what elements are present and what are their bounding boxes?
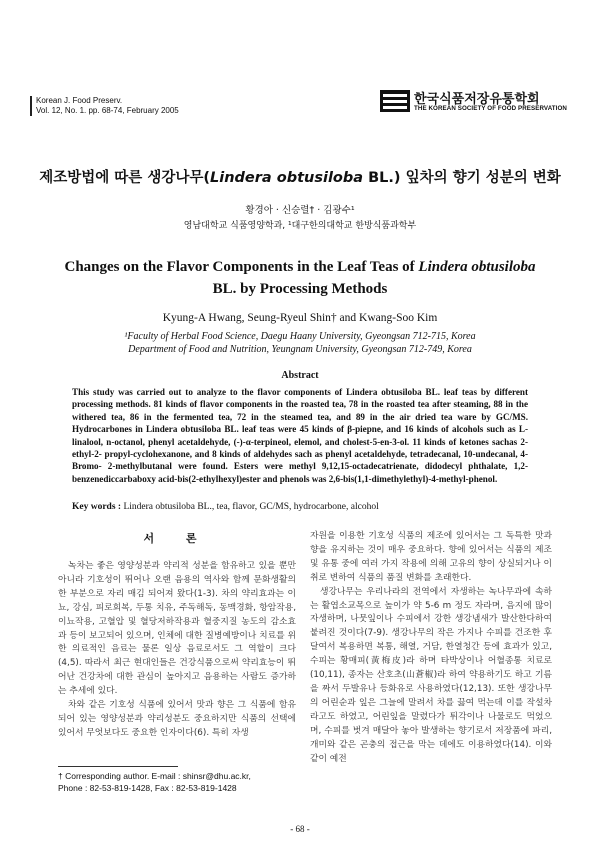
keywords xyxy=(72,502,552,512)
english-title xyxy=(0,256,600,300)
english-title-line2: BL. by Processing Methods xyxy=(212,281,388,297)
abstract-heading: Abstract xyxy=(281,370,319,381)
page-number: - 68 - xyxy=(290,824,310,834)
korean-affiliation: 영남대학교 식품영양학과, ¹대구한의대학교 한방식품과학부 xyxy=(183,221,417,231)
left-paragraph-2: 차와 같은 기호성 식품에 있어서 맛과 향은 그 식품에 함유되어 있는 영양성분과 약리성분도 중요하지만 식품의 선택에 있어서 무엇보다도 중요한 인자이다(6). 특히 자생 xyxy=(58,700,296,738)
affiliation-line-2: Department of Food and Nutrition, Yeungnam University, Gyeongsan 712-749, Korea xyxy=(128,344,472,355)
intro-heading: 서 론 xyxy=(143,532,211,545)
left-column xyxy=(58,560,296,741)
society-name-english: THE KOREAN SOCIETY OF FOOD PRESERVATION xyxy=(414,105,567,112)
journal-volume: Vol. 12, No. 1. pp. 68-74, February 2005 xyxy=(36,106,179,115)
abstract-body: This study was carried out to analyze to the flavor components of Lindera obtusiloba BL. leaf teas by different processing methods. 81 kinds of flavor components in the roasted tea, 78 in the roasted tea after steaming, 88 in the withered tea, 86 in the fermented tea, 72 in the steamed tea, and 89 in the air dried tea ware by GC/MS. Hydrocarbones in Lindera obtusiloba BL. leaf teas were 45 kinds of β-piepne, and 16 kinds of alcohols such as L-linalool, n-octanol, phenyl acetaldehyde, (-)-α-terpineol, elemol, and cholest-5-en-3-ol. 11 kinds of ketones sachas 2-ethyl-2- propyl-cyclohexanone, and 8 kinds of aldehydes sach as phenyl acetaldehyde, tetradecanal, 10-undecanal, 4-Bromo- 2-methylbutanal were found. Esters were methyl 9,12,15-octadecatrienate, didodecyl phthalate, 1,2-benzenediccarbaboxy acid-bis(2-ethylhexyl)ester and phenols was 2,6-bis(1,1-dimethylethyl)-4-methyl-phenol. xyxy=(72,387,528,484)
affiliation-line-1: ¹Faculty of Herbal Food Science, Daegu Haany University, Gyeongsan 712-715, Korea xyxy=(124,331,476,342)
korean-title: 제조방법에 따른 생강나무(Lindera obtusiloba BL.) 잎차의 향기 성분의 변화 xyxy=(39,170,561,186)
left-paragraph-1: 녹차는 좋은 영양성분과 약리적 성분을 함유하고 있을 뿐만 아니라 기호성이 뛰어나 오랜 음용의 역사와 함께 문화생활의 한 부분으로 자리 매김 되어져 왔다(1-3). 차의 약리효과는 이뇨, 강심, 피로회복, 두통 치유, 주독해독, 동맥경화, 항암작용, 이뇨작용, 고혈압 및 혈당저하작용과 혈중지질 농도의 감소효과 등이 보고되어 있으며, 인체에 대한 질병예방이나 치료를 위한 의료적인 음료는 물론 일상 음료로서도 그 역할이 크다(4,5). 따라서 최근 현대인들은 건강식품으로써 약리효능이 뛰어난 건강차에 대한 관심이 높아지고 음용하는 사람도 증가하는 추세에 있다. xyxy=(58,561,296,697)
corresponding-author-footnote xyxy=(58,770,308,794)
right-paragraph-1: 자원을 이용한 기호성 식품의 제조에 있어서는 그 독특한 맛과 향을 유지하는 것이 매우 중요하다. 향에 있어서는 식품의 제조 및 유통 중에 여러 가지 작용에 의해 고유의 향이 상실되거나 이취로 변하여 식품의 품질 변화를 초래한다. xyxy=(310,531,552,583)
journal-name: Korean J. Food Preserv. xyxy=(36,96,123,105)
journal-citation xyxy=(30,96,179,116)
right-paragraph-2: 생강나무는 우리나라의 전역에서 자생하는 녹나무과에 속하는 활엽소교목으로 높이가 약 5-6 m 정도 자라며, 음지에 많이 자생하며, 나뭇잎이나 수피에서 강한 생강냄새가 발산한다하여 붙려진 것이다(7-9). 생강나무의 작은 가지나 수피를 건조한 후 달여서 복용하면 복통, 해열, 거담, 한열청간 등에 효과가 있고, 수피는 황매피(黃梅皮)라 하며 타박상이나 어혈종통 치료로(10,11), 종자는 산호초(山蒼椒)라 하여 약용하기도 하고 기름을 짜서 두발유나 등화유로 사용하였다(12,13). 또한 생강나무의 어린순과 잎은 그늘에 말려서 차를 끓여 먹는데 이를 작설차라고도 하였고, 어린잎을 말렸다가 튀각이나 나물로도 먹었으며, 수피를 벗겨 매달아 놓아 발생하는 향기로서 저장품에 파리, 개미와 같은 곤충의 접근을 막는 데에도 이용하였다(14). 이와 같이 예전 xyxy=(310,586,552,764)
footnote-phone: Phone : 82-53-819-1428, Fax : 82-53-819-1428 xyxy=(58,783,237,793)
footnote-divider xyxy=(58,766,178,767)
english-title-species: Lindera obtusiloba xyxy=(418,259,536,275)
korean-authors: 황경아 · 신승렬† · 김광수¹ xyxy=(245,205,355,216)
keywords-label: Key words : xyxy=(72,502,124,512)
english-authors: Kyung-A Hwang, Seung-Ryeul Shin† and Kwang-Soo Kim xyxy=(162,312,438,324)
footnote-email: † Corresponding author. E-mail : shinsr@dhu.ac.kr, xyxy=(58,771,251,781)
society-emblem-icon xyxy=(380,90,410,112)
society-logo xyxy=(380,88,570,116)
society-name-korean: 한국식품저장유통학회 xyxy=(414,92,540,107)
keywords-text: Lindera obtusiloba BL., tea, flavor, GC/MS, hydrocarbone, alcohol xyxy=(123,502,379,512)
english-affiliation xyxy=(0,330,600,356)
right-column xyxy=(310,530,552,766)
english-title-prefix: Changes on the Flavor Components in the Leaf Teas of xyxy=(64,259,419,275)
